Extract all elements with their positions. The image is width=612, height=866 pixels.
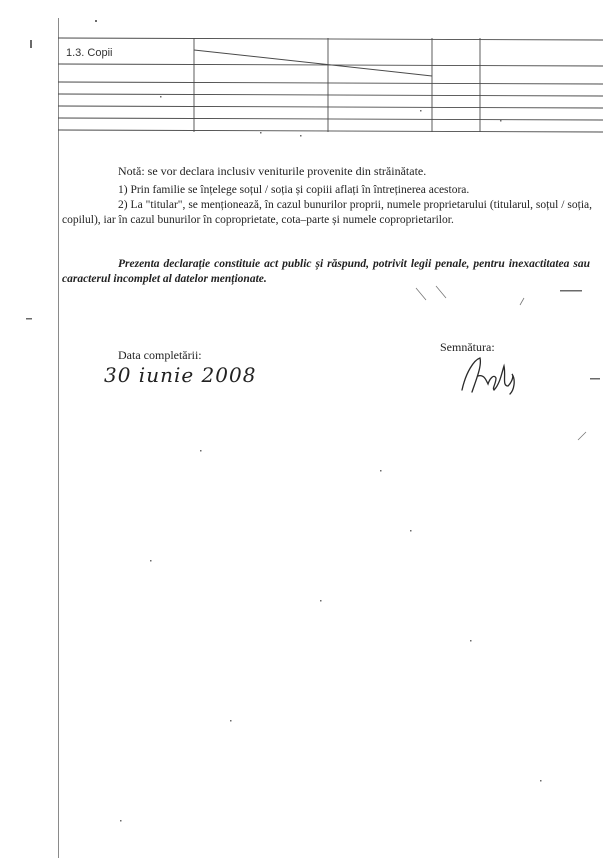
footnote-family: 1) Prin familie se înțelege soțul / soția și copiii aflați în întreținerea acestora. [118, 184, 470, 196]
left-margin-rule [58, 18, 59, 858]
date-handwritten: 30 iunie 2008 [104, 363, 257, 387]
footnote-titular: 2) La "titular", se menționează, în cazul bunurilor proprii, numele proprietarului (titularul, soțul / soția, copilul), iar în cazul bunurilor în coproprietate, cota–parte și numele coproprietarilor. [62, 199, 592, 226]
note-foreign-income: Notă: se vor declara inclusiv veniturile provenite din străinătate. [118, 164, 427, 178]
children-table [58, 36, 603, 136]
handwritten-signature [456, 350, 536, 396]
table-row-line [58, 106, 603, 108]
date-label: Data completării: [118, 348, 202, 362]
signature-label: Semnătura: [440, 340, 495, 354]
table-row-label: 1.3. Copii [66, 47, 113, 59]
cancel-strike-line [194, 50, 432, 76]
table-bottom-rule [58, 130, 603, 132]
table-row-line [58, 82, 603, 84]
table-row-line [58, 118, 603, 120]
legal-statement: Prezenta declarație constituie act public și răspund, potrivit legii penale, pentru inexactitatea sau caracterul incomplet al datelor menționate. [62, 258, 590, 285]
table-row-line [58, 94, 603, 96]
table-top-rule [58, 38, 603, 40]
